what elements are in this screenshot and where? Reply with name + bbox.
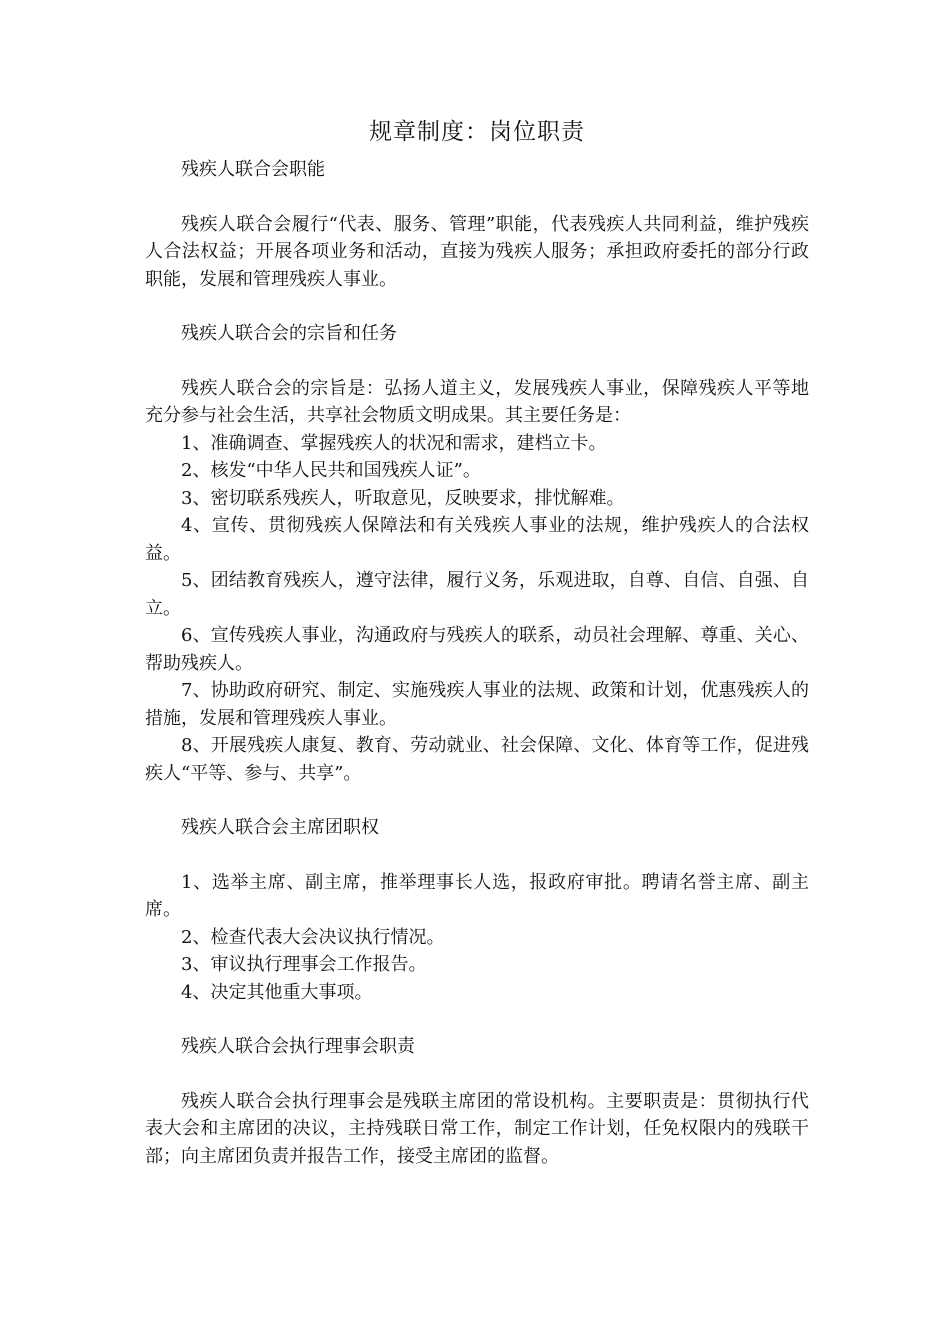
spacer <box>145 293 809 320</box>
section-heading: 残疾人联合会的宗旨和任务 <box>181 323 397 344</box>
list-item: 4、决定其他重大事项。 <box>181 981 373 1003</box>
section-functions <box>145 156 809 293</box>
spacer <box>145 1006 809 1033</box>
list-item: 5、团结教育残疾人，遵守法律，履行义务，乐观进取，自尊、自信、自强、自立。 <box>145 570 809 619</box>
paragraph: 残疾人联合会的宗旨是：弘扬人道主义，发展残疾人事业，保障残疾人平等地充分参与社会生活，共享社会物质文明成果。其主要任务是： <box>145 377 809 426</box>
section-heading: 残疾人联合会职能 <box>181 159 325 180</box>
page-title: 规章制度：岗位职责 <box>369 119 585 145</box>
spacer <box>145 787 809 814</box>
document-page <box>145 112 809 1170</box>
paragraph: 残疾人联合会履行“代表、服务、管理”职能，代表残疾人共同利益，维护残疾人合法权益；开展各项业务和活动，直接为残疾人服务；承担政府委托的部分行政职能，发展和管理残疾人事业。 <box>145 213 809 290</box>
section-heading: 残疾人联合会执行理事会职责 <box>181 1036 415 1057</box>
spacer <box>145 1061 809 1088</box>
list-item: 6、宣传残疾人事业，沟通政府与残疾人的联系，动员社会理解、尊重、关心、帮助残疾人。 <box>145 625 809 674</box>
spacer <box>145 842 809 869</box>
spacer <box>145 184 809 211</box>
list-item: 8、开展残疾人康复、教育、劳动就业、社会保障、文化、体育等工作，促进残疾人“平等、参与、共享”。 <box>145 735 809 784</box>
list-item: 1、选举主席、副主席，推举理事长人选，报政府审批。聘请名誉主席、副主席。 <box>145 871 809 920</box>
list-item: 7、协助政府研究、制定、实施残疾人事业的法规、政策和计划，优惠残疾人的措施，发展和管理残疾人事业。 <box>145 680 809 729</box>
list-item: 2、检查代表大会决议执行情况。 <box>181 926 445 948</box>
section-purpose-tasks <box>145 320 809 787</box>
list-item: 3、密切联系残疾人，听取意见，反映要求，排忧解难。 <box>181 487 625 509</box>
list-item: 4、宣传、贯彻残疾人保障法和有关残疾人事业的法规，维护残疾人的合法权益。 <box>145 515 809 564</box>
list-item: 1、准确调查、掌握残疾人的状况和需求，建档立卡。 <box>181 432 607 454</box>
section-presidium-powers <box>145 814 809 1006</box>
section-executive-council <box>145 1033 809 1170</box>
spacer <box>145 348 809 375</box>
section-heading: 残疾人联合会主席团职权 <box>181 817 379 838</box>
list-item: 3、审议执行理事会工作报告。 <box>181 954 427 975</box>
list-item: 2、核发“中华人民共和国残疾人证”。 <box>181 460 481 481</box>
paragraph: 残疾人联合会执行理事会是残联主席团的常设机构。主要职责是：贯彻执行代表大会和主席团的决议，主持残联日常工作，制定工作计划，任免权限内的残联干部；向主席团负责并报告工作，接受主席团的监督。 <box>145 1090 809 1167</box>
